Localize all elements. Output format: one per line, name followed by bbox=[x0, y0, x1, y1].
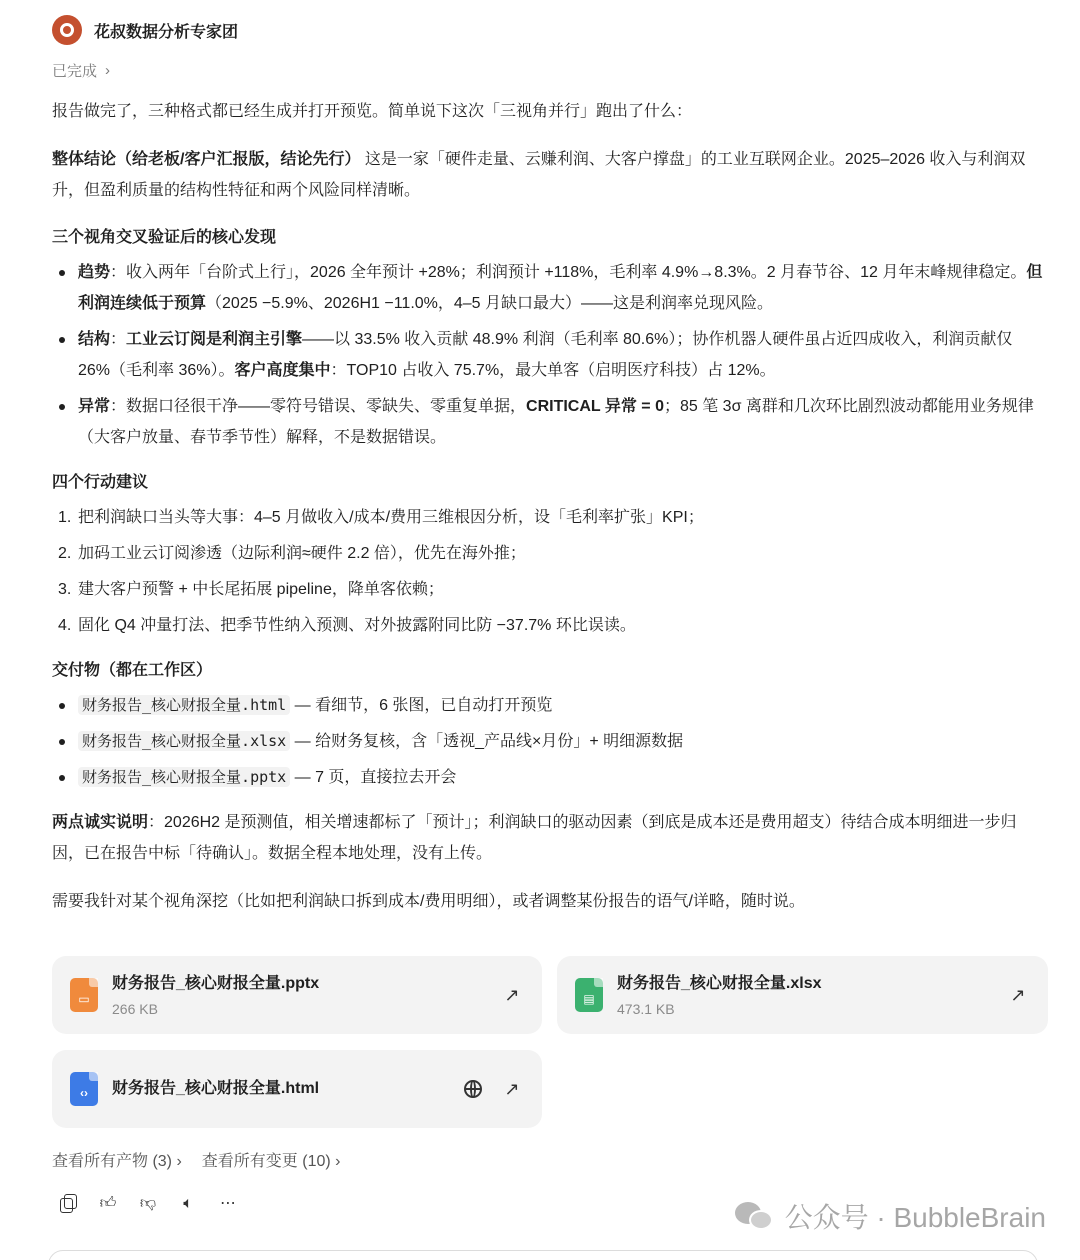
file-name-code: 财务报告_核心财报全量.html bbox=[78, 695, 290, 715]
file-card-xlsx[interactable] bbox=[557, 956, 1048, 1034]
agent-header bbox=[52, 14, 1046, 46]
finding-text: ： bbox=[110, 331, 127, 348]
open-external-icon[interactable]: ↗ bbox=[504, 1078, 520, 1099]
finding-label: 结构 bbox=[78, 331, 111, 348]
more-icon[interactable]: ⋯ bbox=[220, 1195, 236, 1212]
file-desc: — 7 页，直接拉去开会 bbox=[290, 769, 457, 786]
link-label: 查看所有变更 (10) bbox=[201, 1153, 331, 1170]
open-external-icon[interactable]: ↗ bbox=[1010, 984, 1026, 1005]
watermark bbox=[735, 1196, 1046, 1236]
html-file-icon: ‹› bbox=[70, 1072, 98, 1106]
honesty-text: ：2026H2 是预测值，相关增速都标了「预计」；利润缺口的驱动因素（到底是成本还是费用超支）待结合成本明细进一步归因，已在报告中标「待确认」。数据全程本地处理，没有上传。 bbox=[52, 814, 1017, 862]
status-label: 已完成 bbox=[52, 62, 98, 80]
file-name-code: 财务报告_核心财报全量.pptx bbox=[78, 767, 290, 787]
actions-heading: 四个行动建议 bbox=[52, 474, 149, 491]
list-item bbox=[52, 574, 1046, 605]
globe-icon[interactable] bbox=[464, 1080, 482, 1098]
list-item bbox=[52, 257, 1046, 319]
copy-icon[interactable] bbox=[58, 1194, 78, 1214]
finding-emphasis: 客户高度集中 bbox=[234, 362, 331, 379]
message-container bbox=[52, 14, 1046, 917]
deliverables-heading: 交付物（都在工作区） bbox=[52, 662, 213, 679]
finding-text: ——以 33.5% 收入贡献 48.9% 利润（毛利率 80.6%）；协作机器人硬件虽占近四成收入，利润贡献仅 26%（毛利率 36%）。 bbox=[78, 331, 1013, 379]
thumbs-down-icon[interactable]: 👎︎ bbox=[139, 1195, 157, 1212]
actions-list bbox=[52, 502, 1046, 641]
finding-text: ：数据口径很干净——零符号错误、零缺失、零重复单据， bbox=[110, 398, 527, 415]
chat-input[interactable] bbox=[48, 1250, 1038, 1260]
honesty-label: 两点诚实说明 bbox=[52, 814, 149, 831]
file-card-name: 财务报告_核心财报全量.pptx bbox=[112, 975, 320, 992]
file-card-name: 财务报告_核心财报全量.html bbox=[112, 1080, 320, 1097]
findings-list bbox=[52, 257, 1046, 453]
finding-label: 异常 bbox=[78, 398, 111, 415]
thumbs-up-icon[interactable]: 👍︎ bbox=[99, 1195, 117, 1212]
chevron-right-icon: › bbox=[105, 61, 111, 79]
finding-text: ；85 笔 3σ 离群和几次环比剧烈波动都能用业务规律（大客户放量、春节季节性）解释，不是数据错误。 bbox=[78, 398, 1034, 446]
list-item bbox=[52, 538, 1046, 569]
action-text: 把利润缺口当头等大事：4–5 月做收入/成本/费用三维根因分析，设「毛利率扩张」KPI； bbox=[78, 509, 704, 526]
finding-emphasis: 工业云订阅是利润主引擎 bbox=[126, 331, 303, 348]
view-artifacts-link[interactable]: 查看所有产物 (3) › bbox=[52, 1153, 182, 1170]
watermark-text: 公众号 · BubbleBrain bbox=[784, 1202, 1046, 1233]
finding-emphasis: CRITICAL 异常 = 0 bbox=[526, 398, 664, 415]
finding-text: （2025 −5.9%、2026H1 −11.0%，4–5 月缺口最大）——这是利润率兑现风险。 bbox=[206, 295, 774, 312]
finding-label: 趋势 bbox=[78, 264, 111, 281]
link-label: 查看所有产物 (3) bbox=[52, 1153, 173, 1170]
action-text: 固化 Q4 冲量打法、把季节性纳入预测、对外披露附同比防 −37.7% 环比误读。 bbox=[78, 617, 636, 634]
honesty-paragraph bbox=[52, 807, 1046, 869]
list-item bbox=[52, 762, 1046, 793]
xlsx-file-icon: ▤ bbox=[575, 978, 603, 1012]
list-number: 3. bbox=[58, 581, 72, 598]
speaker-icon[interactable]: 🔈︎ bbox=[183, 1195, 193, 1212]
file-card-name: 财务报告_核心财报全量.xlsx bbox=[617, 975, 822, 992]
list-number: 4. bbox=[58, 617, 72, 634]
message-actions bbox=[58, 1194, 258, 1214]
list-item bbox=[52, 502, 1046, 533]
pptx-file-icon: ▭ bbox=[70, 978, 98, 1012]
status-toggle[interactable] bbox=[52, 58, 1046, 82]
finding-text: ：收入两年「台阶式上行」，2026 全年预计 +28%；利润预计 +118%，毛利率 4.9%→8.3%。2 月春节谷、12 月年末峰规律稳定。 bbox=[110, 264, 1027, 281]
summary-paragraph bbox=[52, 144, 1046, 206]
wechat-icon bbox=[735, 1200, 775, 1232]
finding-text: ：TOP10 占收入 75.7%，最大单客（启明医疗科技）占 12%。 bbox=[330, 362, 776, 379]
file-desc: — 看细节，6 张图，已自动打开预览 bbox=[290, 697, 553, 714]
list-item bbox=[52, 391, 1046, 453]
file-card-html[interactable] bbox=[52, 1050, 542, 1128]
action-text: 建大客户预警 + 中长尾拓展 pipeline，降单客依赖； bbox=[78, 581, 444, 598]
open-external-icon[interactable]: ↗ bbox=[504, 984, 520, 1005]
summary-text: 这是一家「硬件走量、云赚利润、大客户撑盘」的工业互联网企业。2025–2026 收入与利润双升，但盈利质量的结构性特征和两个风险同样清晰。 bbox=[52, 151, 1026, 199]
deliverables-list bbox=[52, 690, 1046, 793]
file-name-code: 财务报告_核心财报全量.xlsx bbox=[78, 731, 290, 751]
intro-text: 报告做完了，三种格式都已经生成并打开预览。简单说下这次「三视角并行」跑出了什么： bbox=[52, 103, 693, 120]
action-text: 加码工业云订阅渗透（边际利润≈硬件 2.2 倍），优先在海外推； bbox=[78, 545, 526, 562]
findings-heading: 三个视角交叉验证后的核心发现 bbox=[52, 229, 277, 246]
list-item bbox=[52, 726, 1046, 757]
list-number: 1. bbox=[58, 509, 72, 526]
summary-label: 整体结论（给老板/客户汇报版，结论先行） bbox=[52, 151, 361, 168]
agent-avatar bbox=[52, 15, 82, 45]
file-card-pptx[interactable] bbox=[52, 956, 542, 1034]
agent-name: 花叔数据分析专家团 bbox=[94, 23, 239, 41]
file-desc: — 给财务复核，含「透视_产品线×月份」+ 明细源数据 bbox=[290, 733, 684, 750]
list-item bbox=[52, 690, 1046, 721]
view-changes-link[interactable]: 查看所有变更 (10) › bbox=[201, 1153, 341, 1170]
list-number: 2. bbox=[58, 545, 72, 562]
footer-links bbox=[52, 1148, 360, 1171]
list-item bbox=[52, 324, 1046, 386]
file-card-size: 266 KB bbox=[112, 1001, 158, 1017]
closing-text: 需要我针对某个视角深挖（比如把利润缺口拆到成本/费用明细），或者调整某份报告的语气/详略，随时说。 bbox=[52, 893, 805, 910]
list-item bbox=[52, 610, 1046, 641]
finding-emphasis: 但利润连续低于预算 bbox=[78, 264, 1043, 312]
file-card-size: 473.1 KB bbox=[617, 1001, 675, 1017]
